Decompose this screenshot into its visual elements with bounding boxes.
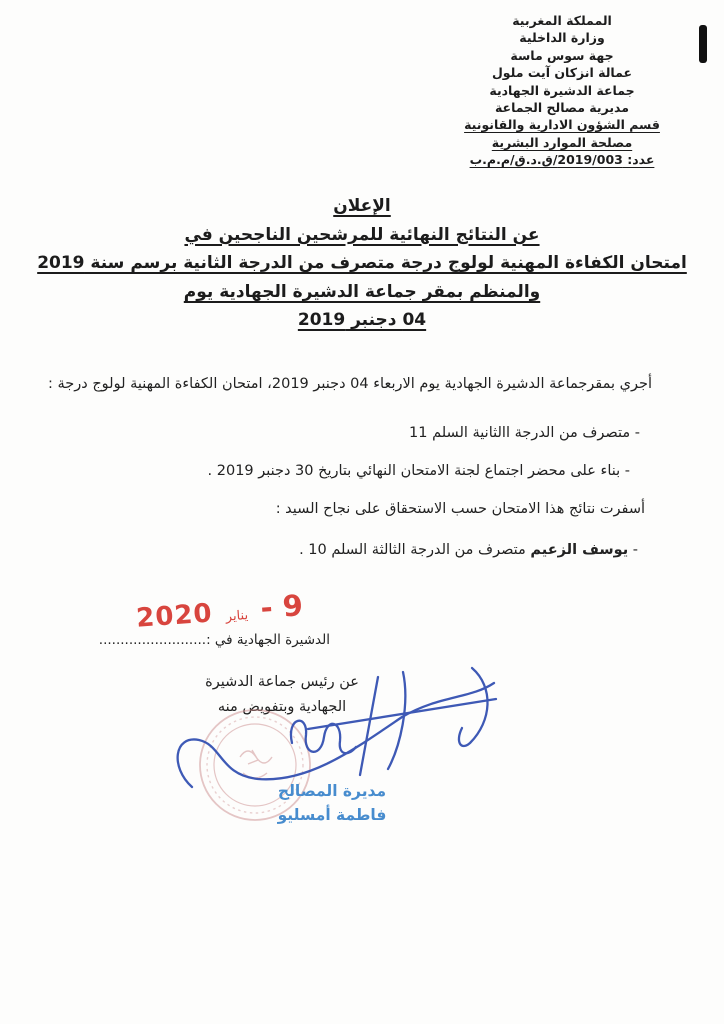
results-intro-line: أسفرت نتائج هذا الامتحان حسب الاستحقاق على نجاح السيد : — [275, 501, 645, 517]
title-exam-line: امتحان الكفاءة المهنية لولوج درجة متصرف من الدرجة الثانية برسم سنة 2019 — [37, 253, 687, 274]
letterhead-ministry: وزارة الداخلية — [519, 30, 605, 46]
letterhead-service: مصلحة الموارد البشرية — [491, 134, 633, 150]
announcement-title — [0, 192, 724, 335]
title-date-line: 04 دجنبر 2019 — [297, 310, 427, 331]
place-date-label: الدشيرة الجهادية في : — [206, 632, 330, 648]
letterhead — [456, 12, 668, 169]
place-date-dots: ......................... — [98, 632, 207, 648]
winner-suffix: متصرف من الدرجة الثالثة السلم 10 . — [299, 542, 531, 558]
winner-line — [299, 542, 638, 558]
letterhead-directorate: مديرية مصالح الجماعة — [494, 100, 630, 116]
date-stamp-year: 2020 — [135, 598, 214, 634]
letterhead-reference-number: عدد: 2019/003/ق.د.ق/م.م.ب — [469, 152, 655, 168]
letterhead-division: قسم الشؤون الادارية والقانونية — [464, 117, 660, 133]
date-stamp-month: يناير — [225, 608, 249, 625]
winner-name: يوسف الزعيم — [530, 542, 629, 558]
scan-artifact-bar — [699, 25, 707, 63]
red-date-stamp — [135, 588, 304, 634]
bullet-minutes-line: - بناء على محضر اجتماع لجنة الامتحان النهائي بتاريخ 30 دجنبر 2019 . — [207, 463, 630, 479]
letterhead-commune: جماعة الدشيرة الجهادية — [489, 82, 635, 98]
title-venue-line: والمنظم بمقر جماعة الدشيرة الجهادية يوم — [183, 281, 541, 302]
signature-caption-line1: عن رئيس جماعة الدشيرة — [205, 674, 359, 690]
date-stamp-day: - 9 — [259, 588, 304, 626]
winner-prefix: - — [628, 542, 638, 558]
director-stamp-title: مديرة المصالح — [277, 782, 387, 800]
title-results-line: عن النتائج النهائية للمرشحين الناجحين في — [184, 224, 540, 245]
place-date-line — [99, 632, 330, 648]
letterhead-prefecture: عمالة انزكان آيت ملول — [491, 65, 633, 81]
letterhead-kingdom: المملكة المغربية — [512, 13, 612, 28]
letterhead-region: جهة سوس ماسة — [510, 47, 614, 63]
bullet-grade-line: - متصرف من الدرجة االثانية السلم 11 — [409, 425, 640, 441]
body-intro-line: أجري بمقرجماعة الدشيرة الجهادية يوم الاربعاء 04 دجنبر 2019، امتحان الكفاءة المهنية لولوج درجة : — [48, 376, 652, 392]
director-stamp — [272, 779, 392, 827]
director-stamp-name: فاطمة أمسليو — [277, 806, 387, 824]
signature-caption-line2: الجهادية وبتفويض منه — [217, 699, 347, 715]
title-announcement-word: الإعلان — [333, 196, 391, 216]
